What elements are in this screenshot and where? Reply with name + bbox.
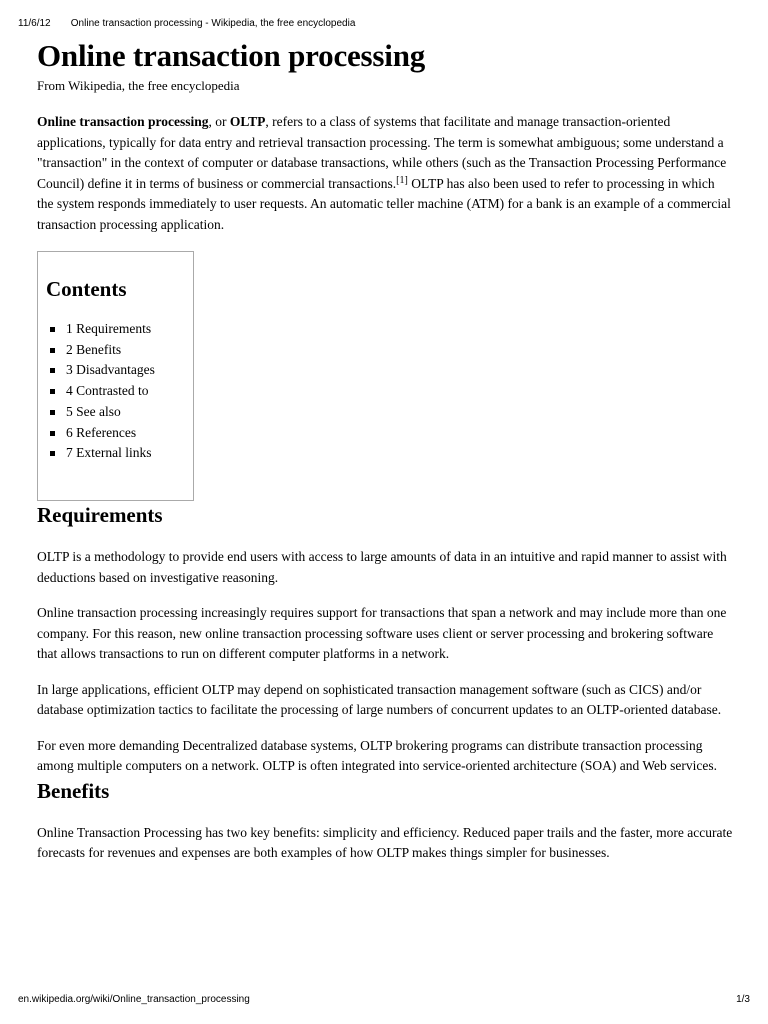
toc-list [46, 319, 193, 464]
requirements-paragraph: In large applications, efficient OLTP may depend on sophisticated transaction management software (such as CICS) and/or database optimization tactics to facilitate the processing of large numbers of concurrent updates to an OLTP-oriented database. [37, 681, 722, 717]
requirements-paragraph: For even more demanding Decentralized database systems, OLTP brokering programs can distribute transaction processing among multiple computers on a network. OLTP is often integrated into service-oriented architecture (SOA) and Web services. [37, 737, 717, 773]
toc-item [66, 319, 193, 340]
print-footer [18, 994, 750, 1005]
toc-item [66, 443, 193, 464]
toc-item [66, 360, 193, 381]
toc-link-contrasted-to[interactable]: 4 Contrasted to [66, 383, 149, 399]
requirements-paragraph: OLTP is a methodology to provide end users with access to large amounts of data in an intuitive and rapid manner to assist with deductions based on investigative reasoning. [37, 549, 727, 585]
intro-term-oltp-full: Online transaction processing [37, 114, 209, 129]
toc-link-references[interactable]: 6 References [66, 424, 137, 440]
print-page-title: Online transaction processing - Wikipedia, the free encyclopedia [70, 18, 356, 29]
toc-item [66, 423, 193, 444]
intro-text-2: OLTP has also been used to refer to processing in which the system responds immediately to user requests. An automatic teller machine (ATM) for a bank is an example of a commercial transaction processing application. [37, 175, 731, 232]
requirements-paragraph: Online transaction processing increasingly requires support for transactions that span a network and may include more than one company. For this reason, new online transaction processing software uses client or server processing and brokering software that allows transactions to run on different computer platforms in a network. [37, 605, 727, 661]
intro-text-1: , refers to a class of systems that facilitate and manage transaction-oriented applications, typically for data entry and retrieval transaction processing. The term is somewhat ambiguous; some understand a "transaction" in the context of computer or database transactions, while others (such as the Transaction Processing Performance Council) define it in terms of business or commercial transactions. [37, 114, 727, 191]
page-title: Online transaction processing [37, 38, 426, 73]
toc-link-benefits[interactable]: 2 Benefits [66, 341, 122, 357]
requirements-heading: Requirements [37, 503, 163, 527]
print-date: 11/6/12 [18, 18, 51, 29]
print-page-number: 1/3 [736, 994, 750, 1005]
benefits-paragraph: Online Transaction Processing has two key benefits: simplicity and efficiency. Reduced paper trails and the faster, more accurate forecasts for revenues and expenses are both examples of how OLTP makes things simpler for businesses. [37, 824, 733, 860]
toc-link-disadvantages[interactable]: 3 Disadvantages [66, 362, 155, 378]
toc-link-requirements[interactable]: 1 Requirements [66, 321, 152, 336]
print-url: en.wikipedia.org/wiki/Online_transaction_processing [18, 994, 250, 1005]
table-of-contents [37, 251, 194, 501]
toc-item [66, 340, 193, 361]
page-subtitle: From Wikipedia, the free encyclopedia [37, 78, 240, 93]
toc-item [66, 402, 193, 423]
intro-paragraph [37, 112, 734, 235]
intro-separator: , or [208, 114, 230, 129]
benefits-heading: Benefits [37, 778, 110, 803]
article-content [37, 36, 734, 864]
intro-term-oltp: OLTP [229, 114, 266, 129]
toc-heading: Contents [46, 277, 127, 301]
print-header [18, 18, 750, 29]
toc-link-external-links[interactable]: 7 External links [66, 445, 152, 461]
citation-link-1[interactable]: [1] [396, 174, 408, 186]
toc-item [66, 381, 193, 402]
toc-link-see-also[interactable]: 5 See also [66, 403, 121, 419]
